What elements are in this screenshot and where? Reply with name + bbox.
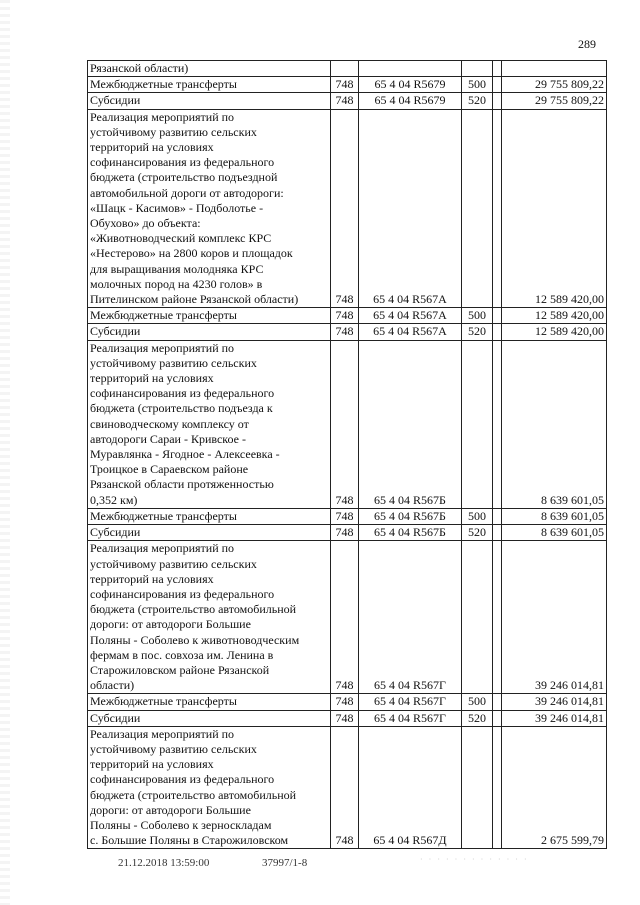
row-name-cell: Субсидии [88,93,331,109]
row-csr-cell: 65 4 04 R567Д [359,726,462,849]
row-amount-cell: 2 675 599,79 [502,726,607,849]
row-name-cell: Межбюджетные трансферты [88,508,331,524]
row-vr-cell: 500 [462,694,493,710]
row-csr-cell: 65 4 04 R567Г [359,694,462,710]
table-row [88,541,607,694]
row-csr-cell: 65 4 04 R567Б [359,340,462,508]
row-spacer-cell [493,109,502,308]
row-gr-cell: 748 [331,710,359,726]
row-gr-cell: 748 [331,525,359,541]
row-csr-cell: 65 4 04 R567A [359,324,462,340]
row-spacer-cell [493,61,502,77]
row-vr-cell [462,340,493,508]
row-spacer-cell [493,525,502,541]
row-name-cell: Субсидии [88,324,331,340]
row-vr-cell [462,541,493,694]
row-amount-cell: 39 246 014,81 [502,710,607,726]
table-row [88,525,607,541]
row-gr-cell: 748 [331,694,359,710]
table-row [88,508,607,524]
row-spacer-cell [493,694,502,710]
table-row [88,324,607,340]
row-amount-cell: 39 246 014,81 [502,541,607,694]
row-name-cell: Межбюджетные трансферты [88,308,331,324]
row-name-cell: Субсидии [88,525,331,541]
row-csr-cell: 65 4 04 R567Г [359,541,462,694]
row-vr-cell: 520 [462,710,493,726]
footer-document-code: 37997/1-8 [262,857,308,869]
table-row [88,61,607,77]
footer-timestamp: 21.12.2018 13:59:00 [118,857,210,869]
row-vr-cell: 520 [462,525,493,541]
row-spacer-cell [493,508,502,524]
table-row [88,109,607,308]
table-row [88,308,607,324]
table-row [88,710,607,726]
row-gr-cell [331,61,359,77]
row-gr-cell: 748 [331,77,359,93]
row-csr-cell: 65 4 04 R567Г [359,710,462,726]
row-spacer-cell [493,324,502,340]
scan-edge [0,0,10,905]
row-csr-cell: 65 4 04 R567Б [359,525,462,541]
row-gr-cell: 748 [331,308,359,324]
row-amount-cell: 8 639 601,05 [502,340,607,508]
budget-table-body [88,61,607,849]
row-spacer-cell [493,93,502,109]
row-amount-cell: 12 589 420,00 [502,109,607,308]
row-name-cell: Межбюджетные трансферты [88,694,331,710]
row-vr-cell: 500 [462,77,493,93]
row-amount-cell [502,61,607,77]
row-amount-cell: 29 755 809,22 [502,93,607,109]
row-gr-cell: 748 [331,324,359,340]
row-csr-cell: 65 4 04 R567Б [359,508,462,524]
row-amount-cell: 29 755 809,22 [502,77,607,93]
table-row [88,726,607,849]
row-amount-cell: 12 589 420,00 [502,324,607,340]
row-name-cell: Реализация мероприятий по устойчивому развитию сельских территорий на условиях софинансирования из федерального бюджета (строительство подъездной автомобильной дороги от автодороги: «Шацк - Касимов» - Подболотье - Обухово» до объекта: «Животноводческий комплекс КРС «Нестерово» на 2800 коров и площадок для выращивания молодняка КРС молочных пород на 4230 голов» в Пителинском районе Рязанской области) [88,109,331,308]
row-spacer-cell [493,340,502,508]
row-name-cell: Рязанской области) [88,61,331,77]
row-vr-cell: 520 [462,324,493,340]
row-gr-cell: 748 [331,726,359,849]
row-amount-cell: 12 589 420,00 [502,308,607,324]
table-row [88,93,607,109]
row-name-cell: Реализация мероприятий по устойчивому развитию сельских территорий на условиях софинансирования из федерального бюджета (строительство автомобильной дороги: от автодороги Большие Поляны - Соболево к животноводческим фермам в пос. совхоза им. Ленина в Старожиловском районе Рязанской области) [88,541,331,694]
row-vr-cell: 520 [462,93,493,109]
row-gr-cell: 748 [331,508,359,524]
row-gr-cell: 748 [331,93,359,109]
row-csr-cell: 65 4 04 R567A [359,109,462,308]
row-amount-cell: 39 246 014,81 [502,694,607,710]
row-name-cell: Реализация мероприятий по устойчивому развитию сельских территорий на условиях софинансирования из федерального бюджета (строительство подъезда к свиноводческому комплексу от автодороги Сараи - Кривское - Муравлянка - Ягодное - Алексеевка - Троицкое в Сараевском районе Рязанской области протяженностью 0,352 км) [88,340,331,508]
faint-scan-noise: · · · · · · · · · · · · · [420,855,529,864]
row-spacer-cell [493,726,502,849]
row-amount-cell: 8 639 601,05 [502,508,607,524]
row-csr-cell: 65 4 04 R5679 [359,93,462,109]
row-name-cell: Реализация мероприятий по устойчивому развитию сельских территорий на условиях софинансирования из федерального бюджета (строительство автомобильной дороги: от автодороги Большие Поляны - Соболево к зерноскладам с. Большие Поляны в Старожиловском [88,726,331,849]
row-vr-cell: 500 [462,308,493,324]
row-spacer-cell [493,308,502,324]
budget-table [87,60,607,849]
row-gr-cell: 748 [331,109,359,308]
row-vr-cell: 500 [462,508,493,524]
table-row [88,340,607,508]
table-row [88,77,607,93]
page-number: 289 [578,37,596,51]
row-vr-cell [462,61,493,77]
row-name-cell: Межбюджетные трансферты [88,77,331,93]
row-spacer-cell [493,541,502,694]
row-spacer-cell [493,710,502,726]
row-csr-cell: 65 4 04 R567A [359,308,462,324]
row-csr-cell: 65 4 04 R5679 [359,77,462,93]
row-gr-cell: 748 [331,541,359,694]
row-name-cell: Субсидии [88,710,331,726]
row-amount-cell: 8 639 601,05 [502,525,607,541]
row-spacer-cell [493,77,502,93]
row-gr-cell: 748 [331,340,359,508]
row-csr-cell [359,61,462,77]
table-row [88,694,607,710]
row-vr-cell [462,109,493,308]
row-vr-cell [462,726,493,849]
